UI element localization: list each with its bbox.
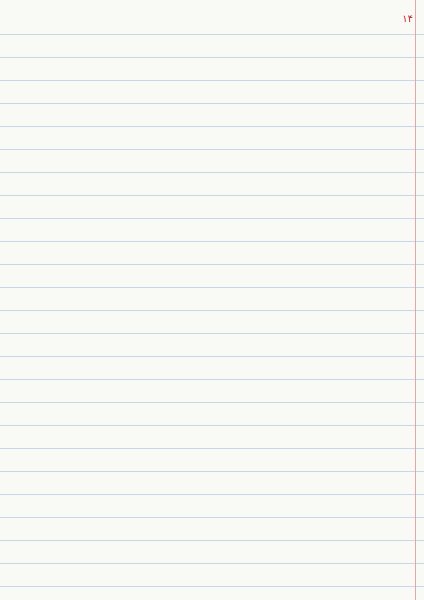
text-line bbox=[10, 288, 400, 311]
text-line bbox=[10, 265, 400, 288]
text-line bbox=[10, 196, 400, 219]
text-line bbox=[10, 311, 400, 334]
handwritten-text-block bbox=[10, 12, 400, 600]
text-line bbox=[10, 58, 400, 81]
text-line bbox=[10, 81, 400, 104]
page-number: ۱۴ bbox=[402, 14, 413, 25]
text-line bbox=[10, 564, 400, 587]
text-line bbox=[10, 35, 400, 58]
text-line bbox=[10, 104, 400, 127]
text-line bbox=[10, 472, 400, 495]
text-line bbox=[10, 426, 400, 449]
text-line bbox=[10, 219, 400, 242]
text-line bbox=[10, 150, 400, 173]
text-line bbox=[10, 173, 400, 196]
text-line bbox=[10, 334, 400, 357]
text-line bbox=[10, 449, 400, 472]
text-line bbox=[10, 242, 400, 265]
margin-rule bbox=[415, 0, 416, 600]
text-line bbox=[10, 541, 400, 564]
text-line bbox=[10, 495, 400, 518]
text-line bbox=[10, 518, 400, 541]
text-line bbox=[10, 12, 400, 35]
text-line bbox=[10, 587, 400, 600]
text-line bbox=[10, 127, 400, 150]
text-line bbox=[10, 380, 400, 403]
text-line bbox=[10, 403, 400, 426]
text-line bbox=[10, 357, 400, 380]
